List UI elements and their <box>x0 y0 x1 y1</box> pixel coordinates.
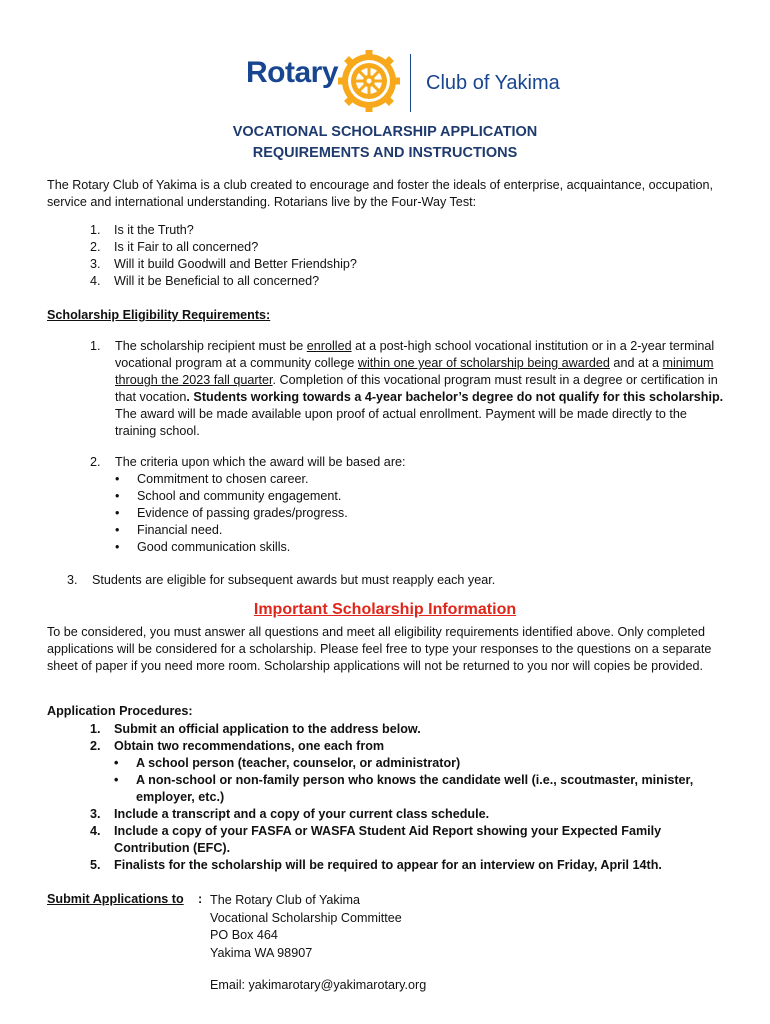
list-item: • Financial need. <box>115 522 730 539</box>
four-way-test-list <box>90 222 357 290</box>
list-item: • School and community engagement. <box>115 488 730 505</box>
eligibility-requirement-2: 2. The criteria upon which the award will be based are: • Commitment to chosen career. • School and community engagement. • Evidence of passing grades/progress. • Financial need. • Good communication skills. <box>90 454 730 556</box>
eligibility-requirement-1: 1. The scholarship recipient must be enrolled at a post-high school vocational institution or in a 2-year terminal vocational program at a community college within one year of scholarship being awarded and at a minimum through the 2023 fall quarter. Completion of this vocational program must result in a degree or certification in that vocation. Students working towards a 4-year bachelor’s degree do not qualify for this scholarship. The award will be made available upon proof of actual enrollment. Payment will be made directly to the training school. <box>90 339 724 438</box>
page-title-line2: REQUIREMENTS AND INSTRUCTIONS <box>252 145 518 161</box>
list-item: • A non-school or non-family person who knows the candidate well (i.e., scoutmaster, minister, employer, etc.) <box>114 772 730 806</box>
list-item: 3. Include a transcript and a copy of your current class schedule. <box>90 807 490 821</box>
address-line: Yakima WA 98907 <box>210 945 313 960</box>
recommendations-list <box>114 755 730 806</box>
list-item: 5. Finalists for the scholarship will be required to appear for an interview on Friday, April 14th. <box>90 858 662 872</box>
procedures-list <box>90 721 730 874</box>
rotary-wheel-icon <box>338 50 400 112</box>
address-line: The Rotary Club of Yakima <box>210 893 361 907</box>
address-line: PO Box 464 <box>210 928 278 942</box>
list-item: 1. Submit an official application to the address below. <box>90 722 421 736</box>
list-item: • Commitment to chosen career. <box>115 471 730 488</box>
list-item: 1. Is it the Truth? <box>90 223 194 237</box>
list-item: • Evidence of passing grades/progress. <box>115 505 730 522</box>
list-item: 2. Obtain two recommendations, one each from • A school person (teacher, counselor, or administrator) • A non-school or non-family person who knows the candidate well (i.e., scoutmaster, minister, employer, etc.) <box>90 738 730 806</box>
eligibility-requirement-3: 3. Students are eligible for subsequent awards but must reapply each year. <box>67 573 496 587</box>
important-info-heading: Important Scholarship Information <box>253 601 517 618</box>
address-line: Vocational Scholarship Committee <box>210 910 402 925</box>
important-info-paragraph: To be considered, you must answer all questions and meet all eligibility requirements identified above. Only completed applications will be considered for a scholarship. Please feel free to type your responses to the questions on a separate sheet of paper if you need more room. Scholarship applications will not be returned to you nor will copies be provided. <box>47 625 712 673</box>
criteria-list <box>115 471 730 556</box>
eligibility-heading: Scholarship Eligibility Requirements: <box>47 308 271 322</box>
list-item: • Good communication skills. <box>115 539 730 556</box>
logo-rotary-wordmark: Rotary <box>246 56 339 89</box>
intro-paragraph: The Rotary Club of Yakima is a club created to encourage and foster the ideals of enterprise, acquaintance, occupation, service and international understanding. Rotarians live by the Four-Way Test: <box>47 178 713 209</box>
contact-email[interactable]: Email: yakimarotary@yakimarotary.org <box>210 978 427 992</box>
page-title-line1: VOCATIONAL SCHOLARSHIP APPLICATION <box>232 124 538 140</box>
list-item: 3. Will it build Goodwill and Better Friendship? <box>90 257 357 271</box>
procedures-heading: Application Procedures: <box>47 704 193 718</box>
list-item: 2. Is it Fair to all concerned? <box>90 240 259 254</box>
list-item: 4. Will it be Beneficial to all concerned? <box>90 274 320 288</box>
rotary-logo <box>0 50 770 118</box>
logo-divider <box>410 54 411 112</box>
logo-club-name: Club of Yakima <box>426 72 560 94</box>
submit-label: Submit Applications to <box>47 892 184 906</box>
mailing-address <box>210 892 402 962</box>
submit-label-colon: : <box>198 892 203 906</box>
list-item: • A school person (teacher, counselor, or administrator) <box>114 755 730 772</box>
list-item: 4. Include a copy of your FASFA or WASFA Student Aid Report showing your Expected Family Contribution (EFC). <box>90 824 662 855</box>
